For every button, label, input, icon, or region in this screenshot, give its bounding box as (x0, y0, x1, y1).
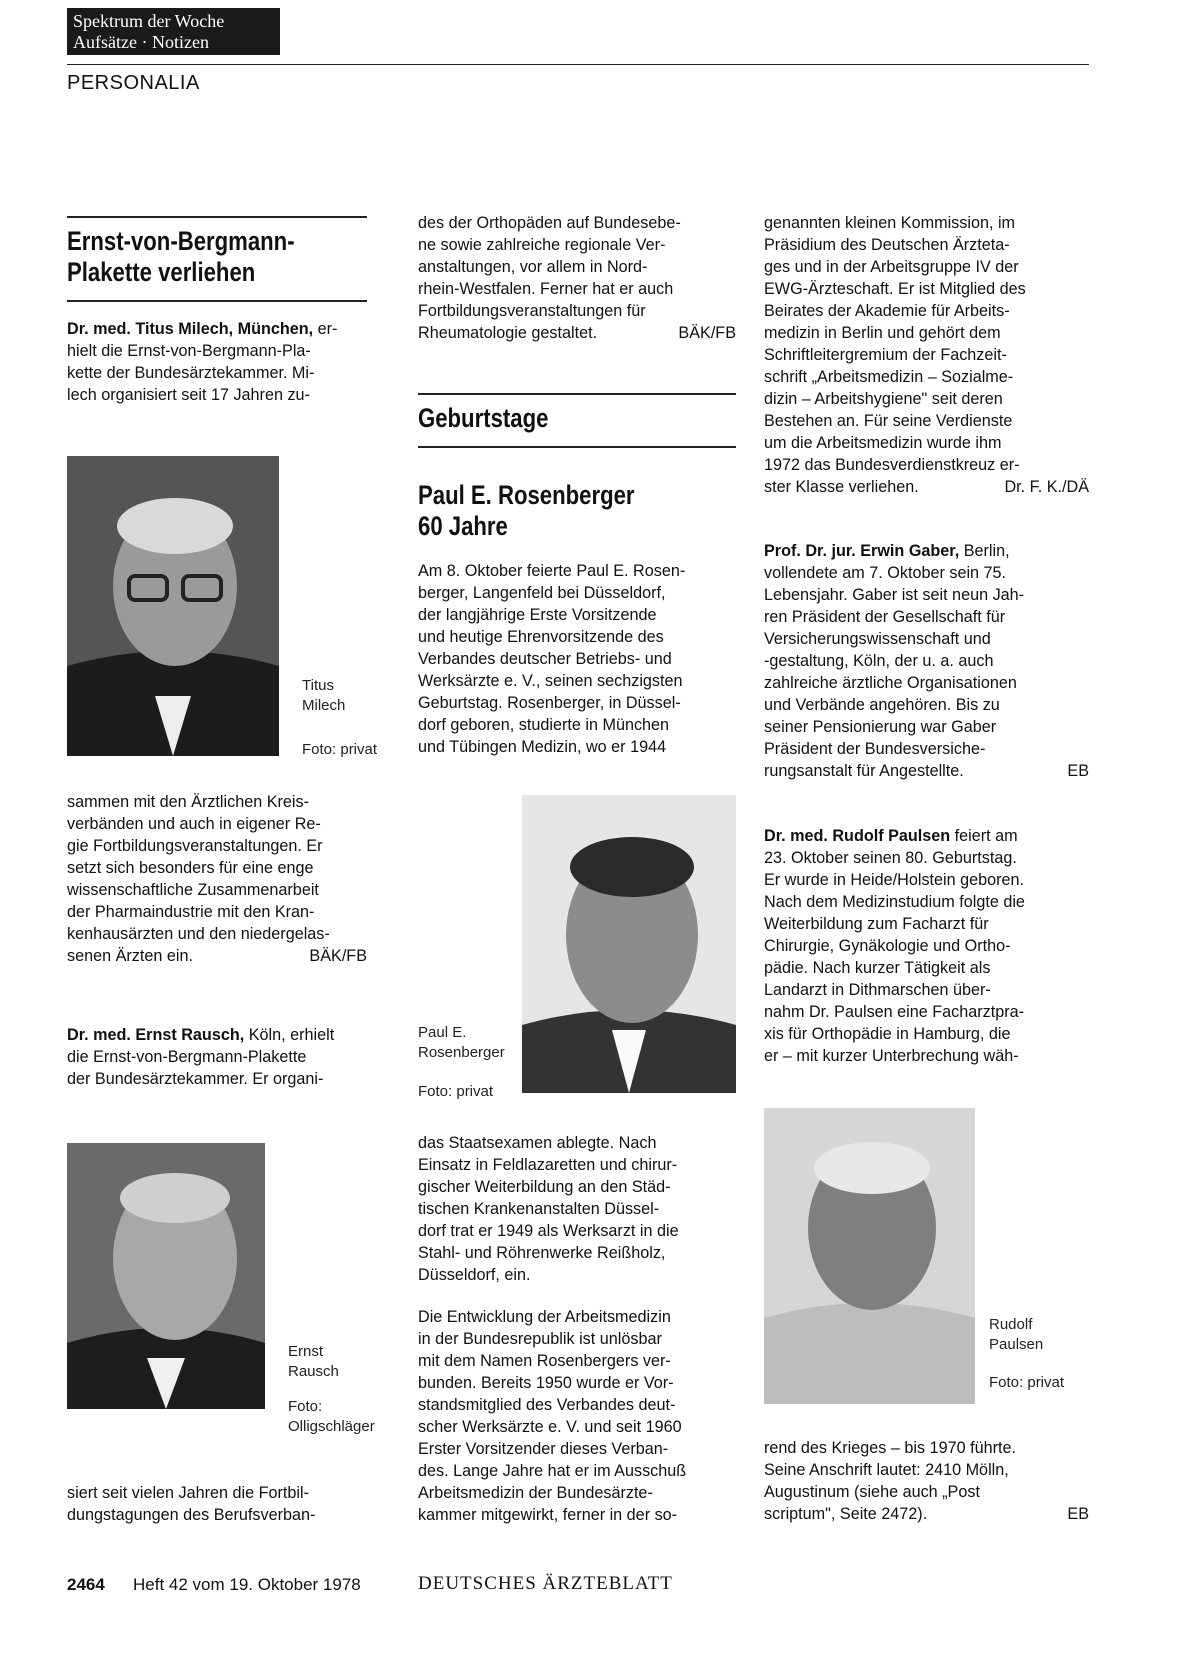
article-title: Ernst-von-Bergmann- Plakette verliehen (67, 226, 295, 287)
signature: EB (1067, 1505, 1089, 1523)
photo-ernst-rausch (67, 1143, 265, 1409)
issue-info: Heft 42 vom 19. Oktober 1978 (133, 1575, 361, 1594)
photo-rudolf-paulsen (764, 1108, 975, 1404)
rosenberger-paragraph-cont: das Staatsexamen ablegte. Nach Einsatz in Feldlazaretten und chirur- gischer Weiterbildung an den Städ- tischen Krankenanstalten Düssel- dorf trat er 1949 als Werksarzt in die Stahl- und Röhrenwerke Reißholz, Düsseldorf, ein. (418, 1134, 679, 1284)
rosenberger-paragraph-col3: genannten kleinen Kommission, im Präsidium des Deutschen Ärzteta- ges und in der Arbeitsgruppe IV der EWG-Ärzteschaft. Er ist Mitglied des Beirates der Akademie für Arbeits- medizin in Berlin und gehört dem Schriftleitergremium der Fachzeit- schrift „Arbeitsmedizin – Sozialme- dizin – Arbeitshygiene" seit deren Bestehen an. Für seine Verdienste um die Arbeitsmedizin wurde ihm 1972 das Bundesverdienstkreuz er- ster Klasse verliehen. Dr. F. K./DÄ (764, 214, 1089, 496)
header-rule (67, 64, 1089, 65)
title-rule-bottom (67, 300, 367, 302)
rosenberger-paragraph: Am 8. Oktober feierte Paul E. Rosen- berger, Langenfeld bei Düsseldorf, der langjährige Erste Vorsitzende und heutige Ehrenvorsitzende des Verbandes deutscher Betriebs- und Werksärzte e. V., seinen sechzigsten Geburtstag. Rosenberger, in Düssel- dorf geboren, studierte in München und Tübingen Medizin, wo er 1944 (418, 562, 686, 756)
signature: EB (1067, 762, 1089, 780)
geburtstage-heading: Geburtstage (418, 403, 549, 433)
rausch-paragraph: Dr. med. Ernst Rausch, Köln, erhielt die Ernst-von-Bergmann-Plakette der Bundesärztekammer. Er organi- (67, 1026, 335, 1088)
signature: Dr. F. K./DÄ (1004, 478, 1089, 496)
magazine-badge (67, 8, 280, 55)
photo-titus-milech (67, 456, 279, 756)
photo-paul-rosenberger (522, 795, 736, 1093)
rosenberger-heading: Paul E. Rosenberger 60 Jahre (418, 480, 635, 541)
journal-name: DEUTSCHES ÄRZTEBLATT (418, 1573, 673, 1594)
gaber-paragraph: Prof. Dr. jur. Erwin Gaber, Berlin, vollendete am 7. Oktober sein 75. Lebensjahr. Gaber ist seit neun Jah- ren Präsident der Gesellschaft für Versicherungswissenschaft und -gestaltung, Köln, der u. a. auch zahlreiche ärztliche Organisationen und Verbände angehören. Bis zu seiner Pensionierung war Gaber Präsident der Bundesversiche- rungsanstalt für Angestellte. EB (764, 542, 1089, 780)
geburtstage-rule-top (418, 393, 736, 395)
rosenberger-credit: Foto: privat (418, 1083, 494, 1100)
rausch-paragraph-col2: des der Orthopäden auf Bundesebe- ne sowie zahlreiche regionale Ver- anstaltungen, vor allem in Nord- rhein-Westfalen. Ferner hat er auch Fortbildungsveranstaltungen für Rheumatologie gestaltet. BÄK/FB (418, 214, 736, 342)
badge-line-1: Spektrum der Woche (73, 11, 225, 31)
rosenberger-paragraph-2: Die Entwicklung der Arbeitsmedizin in der Bundesrepublik ist unlösbar mit dem Namen Rosenbergers ver- bunden. Bereits 1950 wurde er Vor- standsmitglied des Verbandes deut- scher Werksärzte e. V. und seit 1960 Erster Vorsitzender dieses Verban- des. Lange Jahre hat er im Ausschuß Arbeitsmedizin der Bundesärzte- kammer mitgewirkt, ferner in der so- (418, 1308, 687, 1524)
paulsen-paragraph-cont: rend des Krieges – bis 1970 führte. Seine Anschrift lautet: 2410 Mölln, Augustinum (siehe auch „Post scriptum", Seite 2472). EB (764, 1439, 1089, 1523)
rausch-caption: Ernst Rausch (288, 1343, 339, 1380)
section-title: PERSONALIA (67, 72, 200, 94)
page-number: 2464 (67, 1575, 105, 1594)
milech-credit: Foto: privat (302, 741, 378, 758)
badge-line-2: Aufsätze · Notizen (73, 32, 209, 52)
rosenberger-caption: Paul E. Rosenberger (418, 1024, 505, 1061)
signature: BÄK/FB (309, 947, 367, 965)
title-rule-top (67, 216, 367, 218)
milech-paragraph: Dr. med. Titus Milech, München, er- hielt die Ernst-von-Bergmann-Pla- kette der Bundesärztekammer. Mi- lech organisiert seit 17 Jahren zu- (67, 320, 338, 404)
signature: BÄK/FB (678, 324, 736, 342)
paulsen-paragraph: Dr. med. Rudolf Paulsen feiert am 23. Oktober seinen 80. Geburtstag. Er wurde in Heide/Holstein geboren. Nach dem Medizinstudium folgte die Weiterbildung zum Facharzt für Chirurgie, Gynäkologie und Ortho- pädie. Nach kurzer Tätigkeit als Landarzt in Dithmarschen über- nahm Dr. Paulsen eine Facharztpra- xis für Orthopädie in Hamburg, die er – mit kurzer Unterbrechung wäh- (764, 827, 1025, 1065)
milech-caption: Titus Milech (302, 677, 346, 714)
rausch-paragraph-cont: siert seit vielen Jahren die Fortbil- dungstagungen des Berufsverban- (67, 1484, 316, 1524)
milech-paragraph-cont: sammen mit den Ärztlichen Kreis- verbänden und auch in eigener Re- gie Fortbildungsveranstaltungen. Er setzt sich besonders für eine enge wissenschaftliche Zusammenarbeit der Pharmaindustrie mit den Kran- kenhausärzten und den niedergelas- senen Ärzten ein. BÄK/FB (67, 793, 367, 965)
geburtstage-rule-bottom (418, 446, 736, 448)
paulsen-credit: Foto: privat (989, 1374, 1065, 1391)
rausch-credit: Foto: Olligschläger (288, 1398, 375, 1435)
paulsen-caption: Rudolf Paulsen (989, 1316, 1044, 1353)
